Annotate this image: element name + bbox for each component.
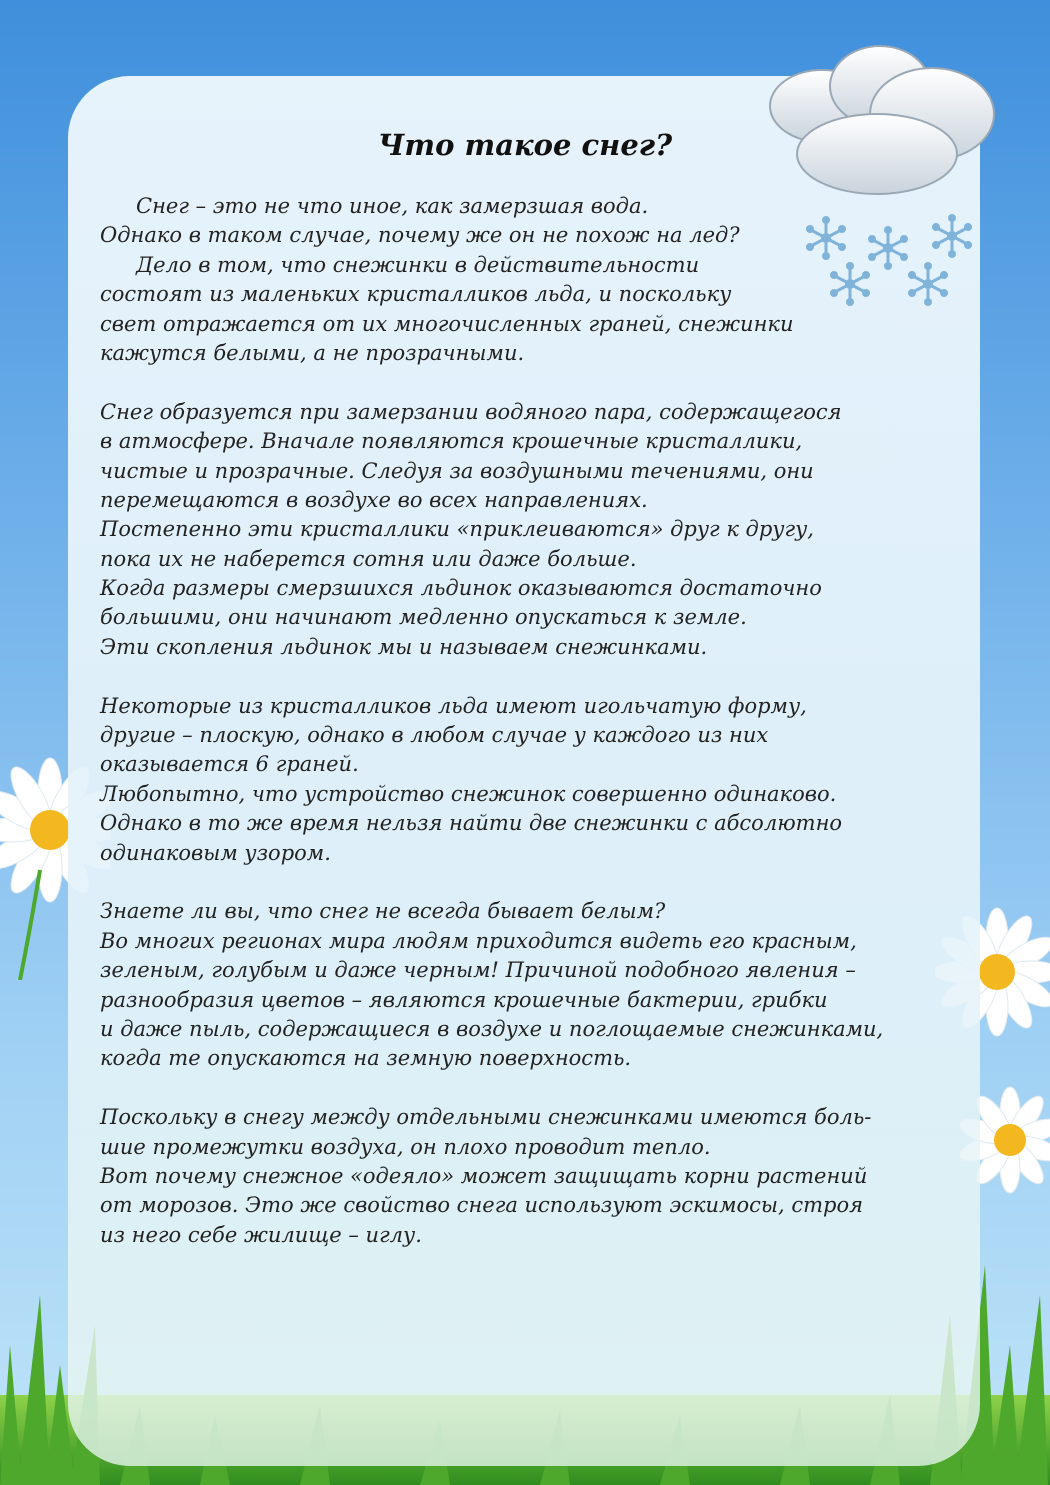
cloud-icon bbox=[762, 44, 1012, 204]
text-line: кажутся белыми, а не прозрачными. bbox=[100, 340, 525, 365]
text-line: состоят из маленьких кристалликов льда, и поскольку bbox=[100, 282, 732, 307]
text-line: Снег образуется при замерзании водяного пара, содержащегося bbox=[100, 399, 842, 424]
text-line: большими, они начинают медленно опускаться к земле. bbox=[100, 605, 747, 630]
paragraph-gap bbox=[100, 868, 970, 897]
text-line: Вот почему снежное «одеяло» может защищать корни растений bbox=[100, 1163, 868, 1188]
text-line: Во многих регионах мира людям приходится видеть его красным, bbox=[100, 928, 857, 953]
text-line: разнообразия цветов – являются крошечные бактерии, грибки bbox=[100, 987, 828, 1012]
text-line: Знаете ли вы, что снег не всегда бывает белым? bbox=[100, 899, 666, 924]
text-line: Однако в то же время нельзя найти две снежинки с абсолютно bbox=[100, 811, 843, 836]
text-line: Эти скопления льдинок мы и называем снежинками. bbox=[100, 634, 708, 659]
text-line: свет отражается от их многочисленных граней, снежинки bbox=[100, 311, 794, 336]
text-line: Некоторые из кристалликов льда имеют игольчатую форму, bbox=[100, 693, 807, 718]
text-line: чистые и прозрачные. Следуя за воздушными течениями, они bbox=[100, 458, 814, 483]
text-line: Когда размеры смерзшихся льдинок оказываются достаточно bbox=[100, 576, 822, 601]
page-title: Что такое снег? bbox=[377, 128, 673, 162]
article-body bbox=[100, 192, 970, 1250]
text-line: когда те опускаются на земную поверхность. bbox=[100, 1046, 632, 1071]
text-line: зеленым, голубым и даже черным! Причиной подобного явления – bbox=[100, 958, 856, 983]
text-line: оказывается 6 граней. bbox=[100, 752, 359, 777]
text-line: другие – плоскую, однако в любом случае у каждого из них bbox=[100, 723, 769, 748]
text-line: Однако в таком случае, почему же он не похож на лед? bbox=[100, 223, 740, 248]
paragraph-gap bbox=[100, 368, 970, 397]
text-line: Поскольку в снегу между отдельными снежинками имеются боль- bbox=[100, 1105, 872, 1130]
text-line: пока их не наберется сотня или даже больше. bbox=[100, 546, 637, 571]
text-line: от морозов. Это же свойство снега используют эскимосы, строя bbox=[100, 1193, 864, 1218]
text-line: из него себе жилище – иглу. bbox=[100, 1222, 422, 1247]
text-line: в атмосфере. Вначале появляются крошечные кристаллики, bbox=[100, 429, 803, 454]
paragraph-gap bbox=[100, 1074, 970, 1103]
text-line: Постепенно эти кристаллики «приклеиваются» друг к другу, bbox=[100, 517, 814, 542]
text-line: Снег – это не что иное, как замерзшая вода. bbox=[136, 194, 649, 218]
text-line: одинаковым узором. bbox=[100, 840, 331, 865]
paragraph-gap bbox=[100, 662, 970, 691]
text-line: шие промежутки воздуха, он плохо проводит тепло. bbox=[100, 1134, 711, 1159]
text-line: Любопытно, что устройство снежинок совершенно одинаково. bbox=[100, 781, 837, 806]
text-line: перемещаются в воздухе во всех направлениях. bbox=[100, 487, 648, 512]
text-line: Дело в том, что снежинки в действительности bbox=[136, 252, 700, 277]
text-line: и даже пыль, содержащиеся в воздухе и поглощаемые снежинками, bbox=[100, 1016, 884, 1041]
